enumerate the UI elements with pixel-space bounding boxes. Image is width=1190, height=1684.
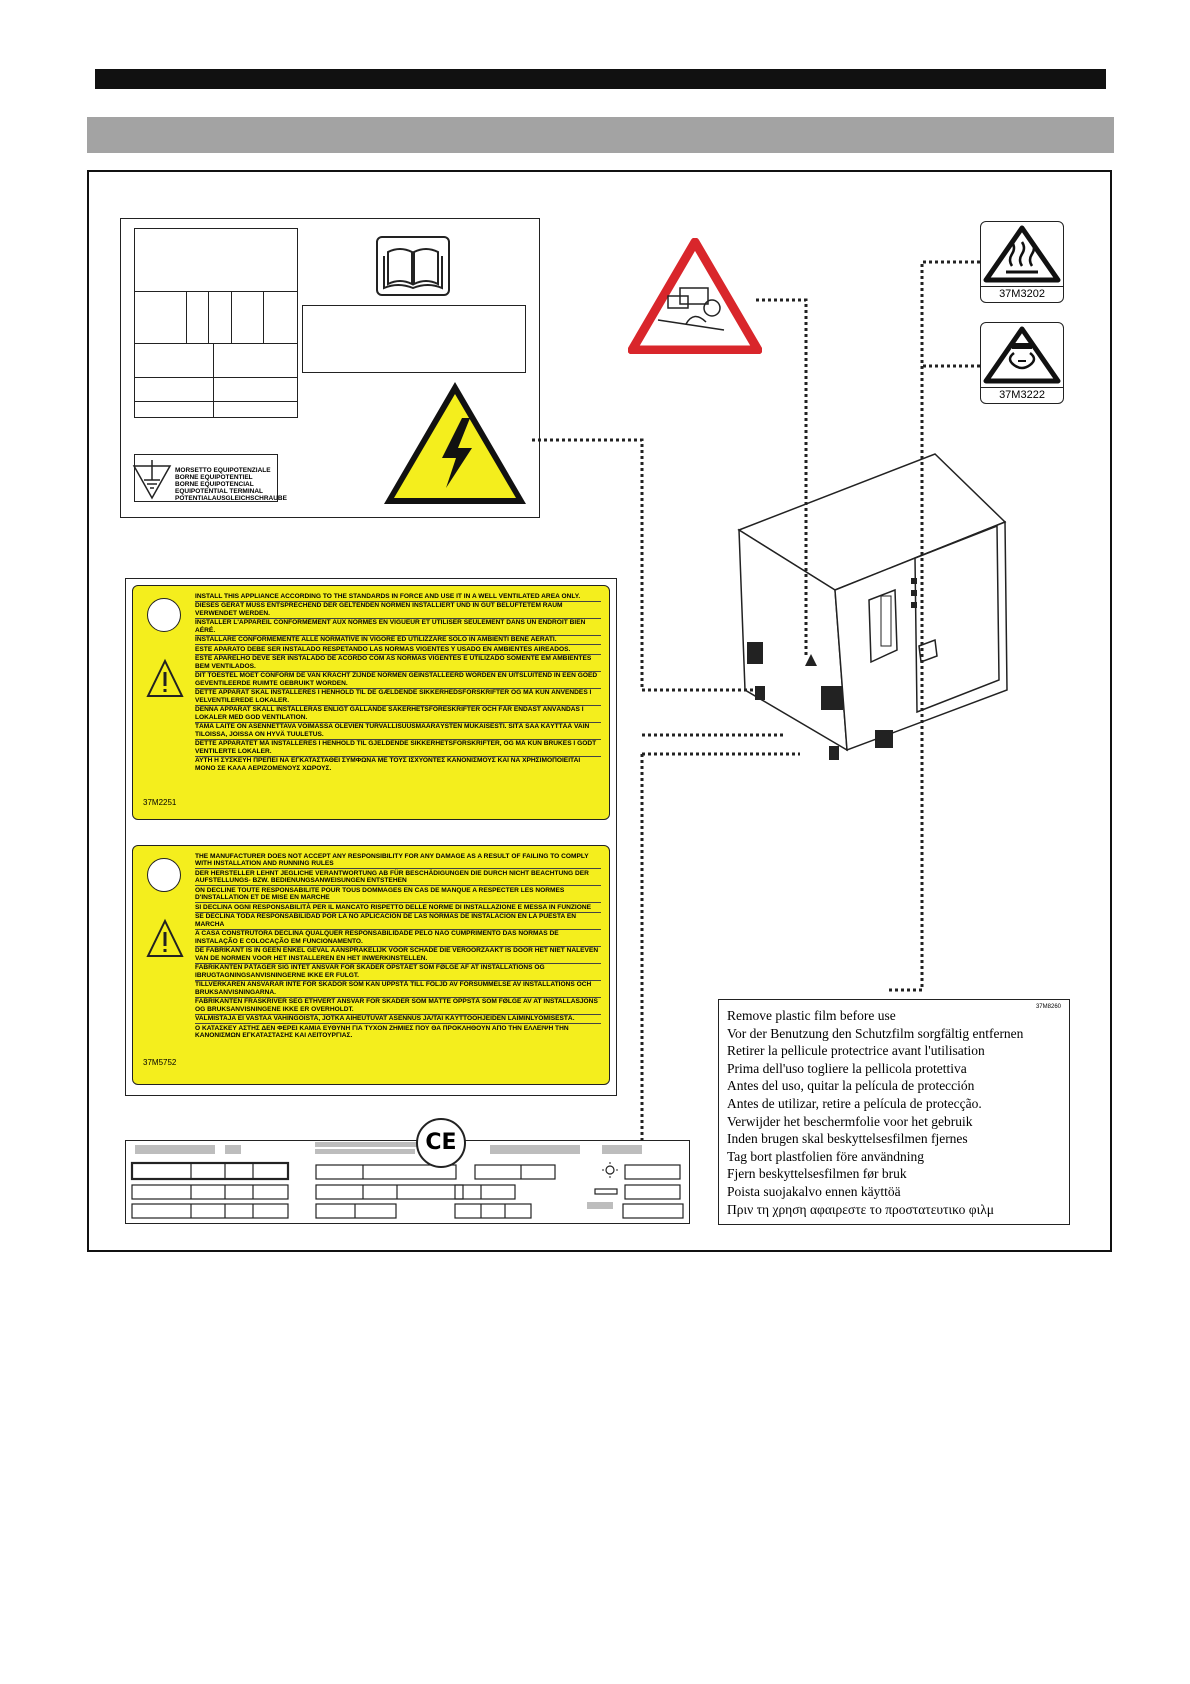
- electric-hazard-icon: [380, 378, 530, 508]
- plastic-film-label-code: 37M8260: [1035, 1004, 1061, 1010]
- data-plate-grid: [125, 1140, 690, 1224]
- responsibility-circle-icon: [147, 858, 181, 892]
- read-manual-icon: [376, 236, 450, 296]
- rating-table: [134, 228, 298, 418]
- ventilation-label-text: INSTALL THIS APPLIANCE ACCORDING TO THE STANDARDS IN FORCE AND USE IT IN A WELL VENTILATED AREA ONLY. DIESES GERÄT MUSS ENTSPRECHEND DER GELTENDEN NORMEN INSTALLIERT UND IN GUT BELÜFTETEM RAUM VERWENDET WERDEN. INSTALLER L'APPAREIL CONFORMÉMENT AUX NORMES EN VIGUEUR ET UTILISER SEULEMENT DANS UN ENDROIT BIEN AÉRÉ. INSTALLARE CONFORMEMENTE ALLE NORMATIVE IN VIGORE ED UTILIZZARE SOLO IN AMBIENTI BENE AERATI. ESTE APARATO DEBE SER INSTALADO RESPETANDO LAS NORMAS VIGENTES Y USADO EN AMBIENTES AIREADOS. ESTE APARELHO DEVE SER INSTALADO DE ACORDO COM AS NORMAS VIGENTES E UTILIZADO SOMENTE EM AMBIENTES BEM VENTILADOS. DIT TOESTEL MOET CONFORM DE VAN KRACHT ZIJNDE NORMEN GEINSTALLEERD WORDEN EN UITSLUITEND IN EEN GOED GEVENTILEERDE RUIMTE GEBRUIKT WORDEN. DETTE APPARAT SKAL INSTALLERES I HENHOLD TIL DE GÆLDENDE SIKKERHEDSFORSKRIFTER OG MÅ KUN ANVENDES I VELVENTILEREDE LOKALER. DENNA APPARAT SKALL INSTALLERAS ENLIGT GÄLLANDE SÄKERHETSFÖRESKRIFTER OCH FÅR ENDAST ANVÄNDAS I LOKALER MED GOD VENTILATION. TÄMÄ LAITE ON ASENNETTAVA VOIMASSA OLEVIEN TURVALLISUUSMÄÄRÄYSTEN MUKAISESTI. SITÄ SAA KÄYTTÄÄ VAIN TILOISSA, JOISSA ON HYVÄ TUULETUS. DETTE APPARATET MÅ INSTALLERES I HENHOLD TIL GJELDENDE SIKKERHETSFORSKRIFTER, OG MÅ KUN BRUKES I GODT VENTILERTE LOKALER. ΑΥΤΗ Η ΣΥΣΚΕΥΗ ΠΡΕΠΕΙ ΝΑ ΕΓΚΑΤΑΣΤΑΘΕΙ ΣΥΜΦΩΝΑ ΜΕ ΤΟΥΣ ΙΣΧΥΟΝΤΕΣ ΚΑΝΟΝΙΣΜΟΥΣ ΚΑΙ ΝΑ ΧΡΗΣΙΜΟΠΟΙΕΙΤΑΙ ΜΟΝΟ ΣΕ ΚΑΛΑ ΑΕΡΙΖΟΜΕΝΟΥΣ ΧΩΡΟΥΣ.: [195, 592, 601, 773]
- caution-triangle-icon: [145, 918, 185, 962]
- caution-triangle-icon: [145, 658, 185, 702]
- ventilation-label-code: 37M2251: [143, 798, 177, 807]
- equipotential-text: MORSETTO EQUIPOTENZIALE BORNE EQUIPOTENTIEL BORNE EQUIPOTENCIAL EQUIPOTENTIAL TERMINAL POTENTIALAUSGLEICHSCHRAUBE: [175, 467, 287, 502]
- blank-text-panel: [302, 305, 526, 373]
- responsibility-label: [132, 845, 610, 1085]
- section-grey-bar: [87, 117, 1114, 153]
- equipotential-icon: [130, 458, 174, 504]
- steam-code: 37M3222: [981, 387, 1063, 401]
- ventilation-label: [132, 585, 610, 820]
- hot-surface-code: 37M3202: [981, 286, 1063, 300]
- ventilation-circle-icon: [147, 598, 181, 632]
- ce-mark: CE: [416, 1118, 466, 1168]
- responsibility-label-text: THE MANUFACTURER DOES NOT ACCEPT ANY RESPONSIBILITY FOR ANY DAMAGE AS A RESULT OF FAILING TO COMPLY WITH INSTALLATION AND RUNNING RULES DER HERSTELLER LEHNT JEGLICHE VERANTWORTUNG AB FÜR BESCHÄDIGUNGEN DIE DURCH NICHT BEACHTUNG DER AUFSTELLUNGS- BZW. BEDIENUNGSANWEISUNGEN ENTSTEHEN ON DECLINE TOUTE RESPONSABILITE POUR TOUS DOMMAGES EN CAS DE MANQUE A RESPECTER LES NORMES D'INSTALLATION ET DE MISE EN MARCHE SI DECLINA OGNI RESPONSABILITÀ PER IL MANCATO RISPETTO DELLE NORME DI INSTALLAZIONE E MESSA IN FUNZIONE SE DECLINA TODA RESPONSABILIDAD POR LA NO APLICACION DE LAS NORMAS DE INSTALACION EN LA PUESTA EN MARCHA A CASA CONSTRUTORA DECLINA QUALQUER RESPONSABILIDADE PELO NÃO CUMPRIMENTO DAS NORMAS DE INSTALAÇÃO E COLOCAÇÃO EM FUNCIONAMENTO. DE FABRIKANT IS IN GEEN ENKEL GEVAL AANSPRAKELIJK VOOR SCHADE DIE VEROORZAAKT IS DOOR HET NIET NALEVEN VAN DE NORMEN VOOR HET INSTALLEREN EN HET INWERKINSTELLEN. FABRIKANTEN PÅTAGER SIG INTET ANSVAR FOR SKADER OPSTÅET SOM FØLGE AF AT INSTALLATIONS OG IBRUGTAGNINGSANVISNINGERNE IKKE ER FULGT. TILLVERKAREN ANSVARAR INTE FÖR SKADOR SOM KAN UPPSTÅ TILL FÖLJD AV FÖRSUMMELSE AV INSTALLATIONS OCH BRUKSANVISNINGARNA. FABRIKANTEN FRASKRIVER SEG ETHVERT ANSVAR FOR SKADER SOM MÅTTE OPPSTÅ SOM FØLGE AV AT INSTALLASJONS OG BRUKSANVISNINGENE IKKE ER OVERHOLDT. VALMISTAJA EI VASTAA VAHINGOISTA, JOTKA AIHEUTUVAT ASENNUS JA/TAI KÄYTTÖOHJEIDEN LAIMINLYÖMISESTÄ. Ο ΚΑΤΑΣΚΕΥ ΑΣΤΗΣ ΔΕΝ ΦΕΡΕΙ ΚΑΜΙΑ ΕΥΘΥΝΗ ΓΙΑ ΤΥΧΟΝ ΖΗΜΙΕΣ ΠΟΥ ΘΑ ΠΡΟΚΛΗΘΟΥΝ ΑΠΟ ΤΗΝ ΕΛΛΕΙΨΗ ΤΗΝ ΚΑΝΟΝΙΣΜΩΝ ΕΓΚΑΤΑΣΤΑΣΗΣ ΚΑΙ ΛΕΙΤΟΥΡΓΙΑΣ.: [195, 852, 601, 1040]
- book-icon: [378, 238, 448, 294]
- responsibility-label-code: 37M5752: [143, 1058, 177, 1067]
- header-black-bar: [95, 69, 1106, 89]
- plastic-film-label: [718, 999, 1070, 1225]
- plastic-film-label-text: Remove plastic film before use Vor der Benutzung den Schutzfilm sorgfältig entfernen Retirer la pellicule protectrice avant l'utilisation Prima dell'uso togliere la pellicola protettiva Antes del uso, quitar la película de protección Antes de utilizar, retire a película de protecção. Verwijder het beschermfolie voor het gebruik Inden brugen skal beskyttelsesfilmen fjernes Tag bort plastfolien före användning Fjern beskyttelsesfilmen før bruk Poista suojakalvo ennen käyttöä Πριν τη χρηση αφαιρεστε το προστατευτικο φιλμ: [727, 1008, 1024, 1217]
